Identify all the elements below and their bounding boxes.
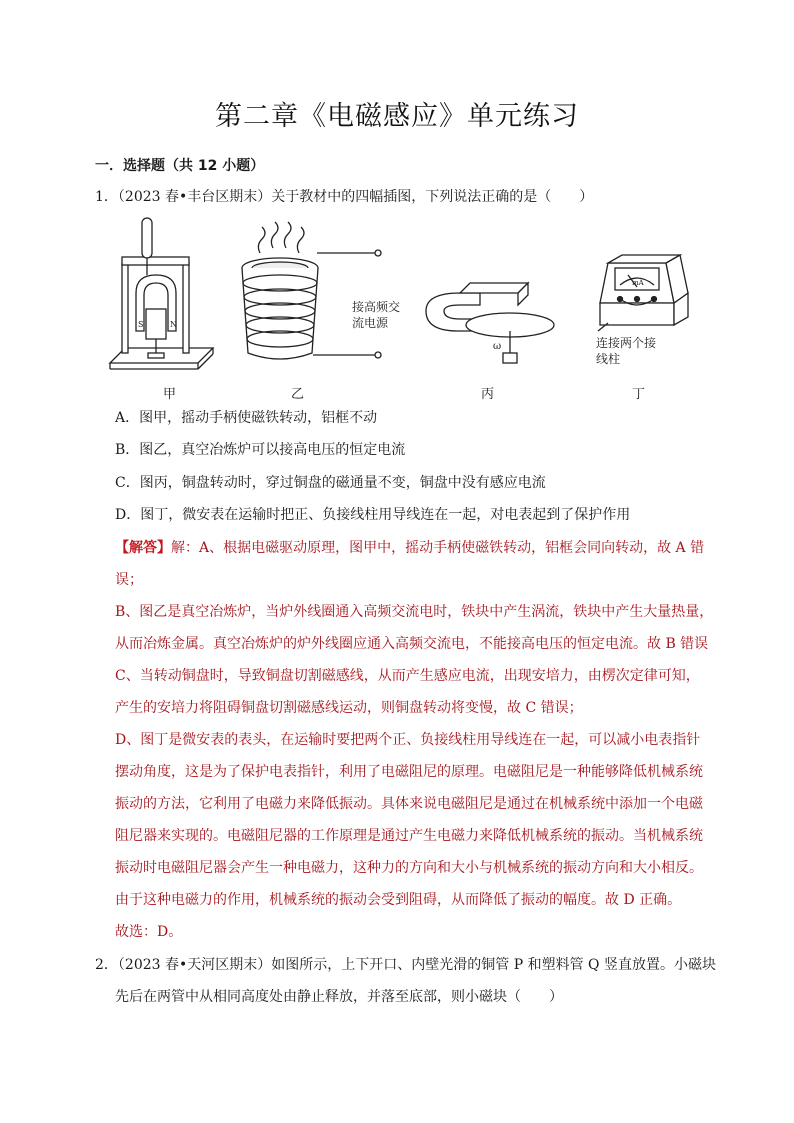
answer-line-13: 故选：D。 [115,924,183,940]
option-d: D．图丁，微安表在运输时把正、负接线柱用导线连在一起，对电表起到了保护作用 [115,507,631,523]
caption-jia: 甲 [163,387,177,402]
caption-yi: 乙 [291,387,305,402]
question-1-figure [108,213,708,403]
answer-line-9: 振动的方法，它利用了电磁力来降低振动。具体来说电磁阻尼是通过在机械系统中添加一个电磁 [115,796,703,812]
answer-line-7: D、图丁是微安表的表头，在运输时要把两个正、负接线柱用导线连在一起，可以减小电表指针 [115,732,701,748]
answer-head: 【解答】 [115,540,171,556]
answer-line-1 [115,538,704,558]
figure-bing [426,283,554,363]
answer-line-12: 由于这种电磁力的作用，机械系统的振动会受到阻碍，从而降低了振动的幅度。故 D 正确。 [115,892,682,908]
section-heading: 一．选择题（共 12 小题） [95,158,265,174]
answer-line-10: 阻尼器来实现的。电磁阻尼器的工作原理是通过产生电磁力来降低机械系统的振动。当机械系统 [115,828,703,844]
caption-ding: 丁 [632,387,646,402]
answer-line-8: 摆动角度，这是为了保护电表指针，利用了电磁阻尼的原理。电磁阻尼是一种能够降低机械系统 [115,764,703,780]
meter-unit: mA [632,279,644,287]
answer-text-1: 解：A、根据电磁驱动原理，图甲中，摇动手柄使磁铁转动，铝框会同向转动，故 A 错 [171,540,705,556]
answer-line-3: B、图乙是真空冶炼炉，当炉外线圈通入高频交流电时，铁块中产生涡流，铁块中产生大量热量， [115,604,714,620]
ding-label-2: 线柱 [596,352,621,366]
question-1-stem: 1．（2023 春•丰台区期末）关于教材中的四幅插图，下列说法正确的是（ ） [95,189,594,205]
ding-label-1: 连接两个接 [596,336,657,350]
answer-line-2: 误； [115,572,143,588]
figure-ding [596,255,688,366]
magnet-n-label: N [170,320,177,329]
yi-label-2: 流电源 [352,316,389,330]
option-a: A．图甲，摇动手柄使磁铁转动，铝框不动 [115,410,378,426]
caption-bing: 丙 [481,387,495,402]
question-2-stem-line-2: 先后在两管中从相同高度处由静止释放，并落至底部，则小磁块（ ） [115,989,563,1005]
figure-jia [110,218,213,369]
answer-line-11: 振动时电磁阻尼器会产生一种电磁力，这种力的方向和大小与机械系统的振动方向和大小相反。 [115,860,703,876]
page-title: 第二章《电磁感应》单元练习 [215,101,579,132]
answer-line-4: 从而冶炼金属。真空冶炼炉的炉外线圈应通入高频交流电，不能接高电压的恒定电流。故 B 错误 [115,636,709,652]
figure-yi [242,222,400,359]
omega-label: ω [493,341,502,352]
answer-line-6: 产生的安培力将阻碍铜盘切割磁感线运动，则铜盘转动将变慢，故 C 错误； [115,700,583,716]
yi-label-1: 接高频交 [352,300,401,314]
option-b: B．图乙，真空冶炼炉可以接高电压的恒定电流 [115,442,406,458]
option-c: C．图丙，铜盘转动时，穿过铜盘的磁通量不变，铜盘中没有感应电流 [115,475,546,491]
magnet-s-label: S [138,320,144,329]
answer-line-5: C、当转动铜盘时，导致铜盘切割磁感线，从而产生感应电流，出现安培力，由楞次定律可知， [115,668,700,684]
question-2-stem-line-1: 2．（2023 春•天河区期末）如图所示，上下开口、内壁光滑的铜管 P 和塑料管 Q 竖直放置。小磁块 [95,957,716,973]
